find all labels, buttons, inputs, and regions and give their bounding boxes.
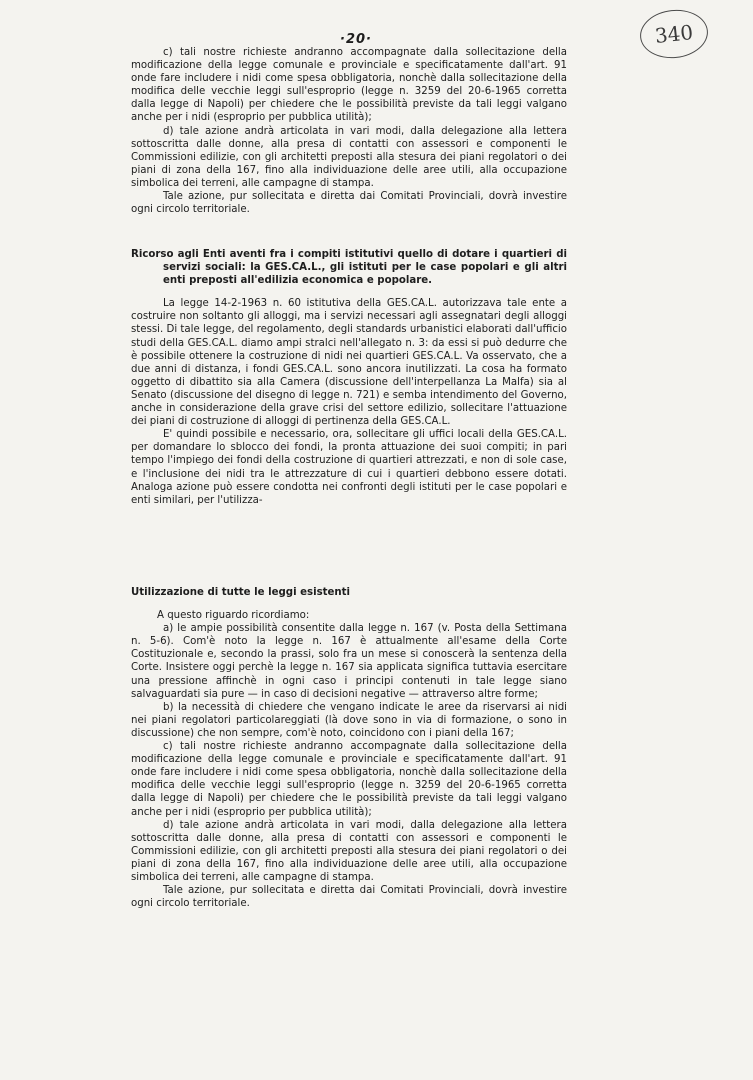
section-gescal [131, 248, 567, 507]
section-heading: Utilizzazione di tutte le leggi esistenti [131, 587, 351, 598]
paragraph-closing: Tale azione, pur sollecitata e diretta dai Comitati Provinciali, dovrà investire ogni circolo territoriale. [131, 191, 567, 216]
paragraph-b: b) la necessità di chiedere che vengano indicate le aree da riservarsi ai nidi nei piani regolatori particolareggiati (là dove sono in via di formazione, o sono in discussione) che non sempre, com'è noto, coincidono con i piani della 167; [131, 701, 567, 739]
archive-number-stamp: 340 [638, 7, 711, 62]
paragraph-d: d) tale azione andrà articolata in vari modi, dalla delegazione alla lettera sottoscritta dalle donne, alla presa di contatti con assessori e componenti le Commissioni edilizie, con gli architetti preposti alla stesura dei piani regolatori o dei piani di zona della 167, fino alla individuazione delle aree utili, alla occupazione simbolica dei terreni, alle campagne di stampa. [131, 819, 567, 883]
paragraph-d: d) tale azione andrà articolata in vari modi, dalla delegazione alla lettera sottoscritta dalle donne, alla presa di contatti con assessori e componenti le Commissioni edilizie, con gli architetti preposti alla stesura dei piani regolatori o dei piani di zona della 167, fino alla individuazione delle aree utili, alla occupazione simbolica dei terreni, alle campagne di stampa. [131, 125, 567, 189]
paragraph-c: c) tali nostre richieste andranno accompagnate dalla sollecitazione della modificazione della legge comunale e provinciale e specificatamente dall'art. 91 onde fare includere i nidi come spesa obbligatoria, nonchè dalla sollecitazione della modifica delle vecchie leggi sull'esproprio (legge n. 3259 del 20-6-1965 corretta dalla legge di Napoli) per chiedere che le possibilità previste da tali leggi valgano anche per i nidi (esproprio per pubblica utilità); [131, 47, 567, 124]
paragraph-c: c) tali nostre richieste andranno accompagnate dalla sollecitazione della modificazione della legge comunale e provinciale e specificatamente dall'art. 91 onde fare includere i nidi come spesa obbligatoria, nonchè dalla sollecitazione della modifica delle vecchie leggi sull'esproprio (legge n. 3259 del 20-6-1965 corretta dalla legge di Napoli) per chiedere che le possibilità previste da tali leggi valgano anche per i nidi (esproprio per pubblica utilità); [131, 741, 567, 818]
paragraph: La legge 14-2-1963 n. 60 istitutiva della GES.CA.L. autorizzava tale ente a costruire non soltanto gli alloggi, ma i servizi necessari agli assegnatari degli alloggi stessi. Di tale legge, del regolamento, degli standards urbanistici elaborati dall'ufficio studi della GES.CA.L. diamo ampi stralci nell'allegato n. 3: da essi si può dedurre che è possibile ottenere la costruzione di nidi nei quartieri GES.CA.L. Va osservato, che a due anni di distanza, i fondi GES.CA.L. sono ancora inutilizzati. La cosa ha formato oggetto di dibattito sia alla Camera (discussione dell'interpellanza La Malfa) sia al Senato (discussione del disegno di legge n. 721) e semba intendimento del Governo, anche in considerazione della grave crisi del settore edilizio, sollecitare l'attuazione dei piani di costruzione di alloggi di pertinenza della GES.CA.L. [131, 298, 567, 428]
paragraph: E' quindi possibile e necessario, ora, sollecitare gli uffici locali della GES.CA.L. per domandare lo sblocco dei fondi, la pronta attuazione dei suoi compiti; in pari tempo l'impiego dei fondi della costruzione di quartieri attrezzati, e non di sole case, e l'inclusione dei nidi tra le attrezzature di cui i quartieri debbono essere dotati. Analoga azione può essere condotta nei confronti degli istituti per le case popolari e enti similari, per l'utilizza- [131, 429, 567, 506]
section-heading: Ricorso agli Enti aventi fra i compiti istitutivi quello di dotare i quartieri di servizi sociali: la GES.CA.L., gli istituti per le case popolari e gli altri enti preposti all'edilizia economica e popolare. [131, 249, 567, 287]
paragraph-a: a) le ampie possibilità consentite dalla legge n. 167 (v. Posta della Settimana n. 5-6). Com'è noto la legge n. 167 è attualmente all'esame della Corte Costituzionale e, secondo la prassi, solo fra un mese si conoscerà la sentenza della Corte. Insistere oggi perchè la legge n. 167 sia applicata significa tuttavia esercitare una pressione affinchè in ogni caso i principi contenuti in tale legge siano salvaguardati sia pure — in caso di decisioni negative — attraverso altre forme; [131, 623, 567, 700]
page-number: ·20· [340, 32, 372, 47]
paragraph-intro: A questo riguardo ricordiamo: [157, 610, 310, 622]
section-leggi [131, 586, 567, 910]
section-top [131, 46, 567, 216]
paragraph-closing: Tale azione, pur sollecitata e diretta dai Comitati Provinciali, dovrà investire ogni circolo territoriale. [131, 885, 567, 910]
